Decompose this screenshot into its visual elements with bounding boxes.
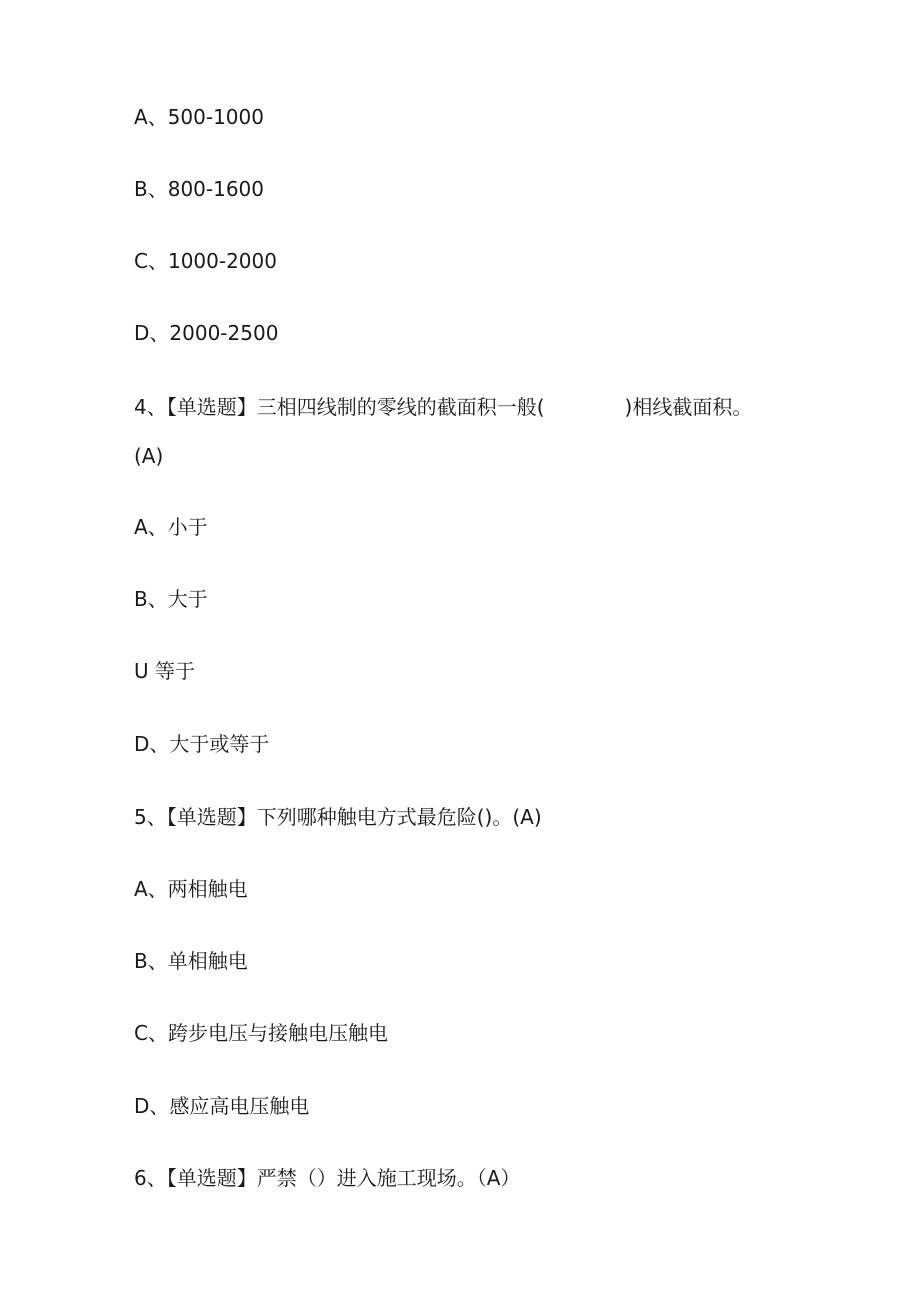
option-a-q5: A、两相触电 bbox=[134, 877, 248, 901]
option-b-q4: B、大于 bbox=[134, 587, 208, 611]
option-d-q3: D、2000-2500 bbox=[134, 321, 279, 345]
option-a-q3: A、500-1000 bbox=[134, 105, 264, 129]
option-c-q3: C、1000-2000 bbox=[134, 249, 277, 273]
option-c-q5: C、跨步电压与接触电压触电 bbox=[134, 1021, 388, 1045]
option-d-q5: D、感应高电压触电 bbox=[134, 1094, 310, 1118]
question-5-text: 5、【单选题】下列哪种触电方式最危险()。(A) bbox=[134, 805, 542, 829]
option-b-q5: B、单相触电 bbox=[134, 949, 248, 973]
option-b-q3: B、800-1600 bbox=[134, 177, 265, 201]
option-d-q4: D、大于或等于 bbox=[134, 732, 270, 756]
question-6-text: 6、【单选题】严禁（）进入施工现场。（A） bbox=[134, 1166, 521, 1190]
option-a-q4: A、小于 bbox=[134, 515, 208, 539]
question-4-text: 4、【单选题】三相四线制的零线的截面积一般( )相线截面积。 bbox=[134, 395, 753, 419]
option-c-q4: U 等于 bbox=[134, 659, 195, 683]
question-4-answer: (A) bbox=[134, 444, 164, 468]
